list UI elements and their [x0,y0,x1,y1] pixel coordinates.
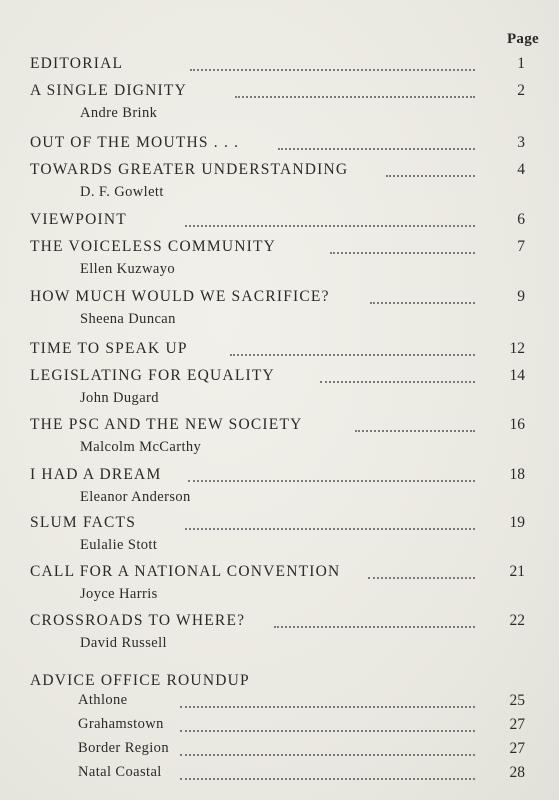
toc-entry-author: Ellen Kuzwayo [80,261,175,277]
toc-entry-author: Sheena Duncan [80,311,176,327]
toc-entry-page: 3 [517,134,525,151]
toc-subentry-title: Athlone [78,692,128,708]
toc-entry-how-much-would-we-sacrifice [30,288,525,327]
toc-subentry-title: Border Region [78,740,169,756]
dot-leader [190,67,475,71]
toc-entry-page: 4 [517,161,525,178]
toc-entry-page: 16 [509,416,525,433]
toc-entry-title: CALL FOR A NATIONAL CONVENTION [30,563,341,580]
toc-entry-title: EDITORIAL [30,55,124,72]
toc-section-title: ADVICE OFFICE ROUNDUP [30,672,250,689]
dot-leader [188,478,475,482]
toc-entry-towards-greater-understanding [30,161,525,200]
toc-subentry-title: Natal Coastal [78,764,162,780]
toc-entry-page: 1 [517,55,525,72]
toc-entry-author: Joyce Harris [80,586,158,602]
dot-leader [180,704,475,708]
toc-entry-the-psc-and-the-new-society [30,416,525,455]
toc-entry-author: D. F. Gowlett [80,184,164,200]
toc-entry-crossroads-to-where [30,612,525,651]
toc-subentry-natal-coastal [30,764,525,784]
toc-entry-author: Eleanor Anderson [80,489,191,505]
toc-subentry-title: Grahamstown [78,716,164,732]
toc-entry-a-single-dignity [30,82,525,121]
dot-leader [330,250,475,254]
toc-entry-title: SLUM FACTS [30,514,137,531]
toc-entry-title: LEGISLATING FOR EQUALITY [30,367,275,384]
toc-entry-time-to-speak-up [30,340,525,360]
dot-leader [185,223,475,227]
toc-entry-title: CROSSROADS TO WHERE? [30,612,246,629]
toc-entry-page: 19 [509,514,525,531]
toc-subentry-border-region [30,740,525,760]
toc-entry-title: TIME TO SPEAK UP [30,340,188,357]
toc-entry-page: 21 [509,563,525,580]
toc-entry-legislating-for-equality [30,367,525,406]
toc-subentry-page: 27 [509,740,525,757]
toc-entry-author: Andre Brink [80,105,158,121]
page-column-header: Page [506,31,539,47]
toc-entry-title: A SINGLE DIGNITY [30,82,187,99]
toc-entry-call-for-a-national-convention [30,563,525,602]
dot-leader [320,379,475,383]
toc-entry-author: Eulalie Stott [80,537,158,553]
dot-leader [274,624,475,628]
toc-entry-slum-facts [30,514,525,553]
toc-subentry-athlone [30,692,525,712]
toc-entry-page: 7 [517,238,525,255]
dot-leader [185,526,475,530]
dot-leader [180,728,475,732]
toc-entry-title: HOW MUCH WOULD WE SACRIFICE? [30,288,330,305]
toc-entry-the-voiceless-community [30,238,525,277]
dot-leader [368,575,475,579]
dot-leader [278,146,475,150]
dot-leader [370,300,475,304]
toc-entry-author: David Russell [80,635,167,651]
toc-entry-page: 18 [509,466,525,483]
toc-entry-viewpoint [30,211,525,231]
dot-leader [230,352,475,356]
toc-entry-title: I HAD A DREAM [30,466,162,483]
toc-entry-page: 9 [517,288,525,305]
toc-entry-out-of-the-mouths [30,134,525,154]
dot-leader [386,173,475,177]
toc-entry-page: 6 [517,211,525,228]
toc-entry-i-had-a-dream [30,466,525,505]
toc-entry-author: Malcolm McCarthy [80,439,202,455]
toc-entry-author: John Dugard [80,390,159,406]
toc-subentry-page: 25 [509,692,525,709]
toc-entry-title: OUT OF THE MOUTHS . . . [30,134,240,151]
toc-entry-page: 22 [509,612,525,629]
toc-subentry-grahamstown [30,716,525,736]
dot-leader [355,428,475,432]
dot-leader [180,752,475,756]
toc-subentry-page: 28 [509,764,525,781]
toc-section-advice-office-roundup [30,672,525,692]
toc-entry-title: THE VOICELESS COMMUNITY [30,238,277,255]
toc-entry-title: VIEWPOINT [30,211,127,228]
toc-entry-page: 14 [509,367,525,384]
dot-leader [235,94,475,98]
toc-entry-editorial [30,55,525,75]
toc-entry-title: TOWARDS GREATER UNDERSTANDING [30,161,349,178]
toc-entry-title: THE PSC AND THE NEW SOCIETY [30,416,303,433]
toc-subentry-page: 27 [509,716,525,733]
toc-entry-page: 2 [517,82,525,99]
dot-leader [180,776,475,780]
toc-entry-page: 12 [509,340,525,357]
